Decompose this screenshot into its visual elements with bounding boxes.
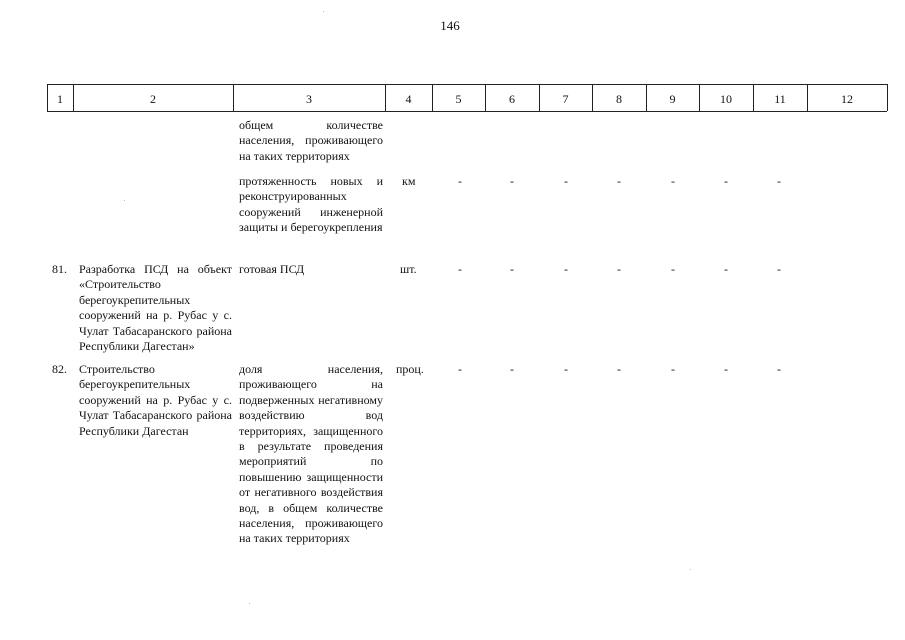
value-cell: - <box>510 262 514 276</box>
name-cell: Разработка ПСД на объект «Строительство берегоукрепительных сооружений на р. Рубас у с. Чулат Табасаранского района Республики Дагестан» <box>79 262 232 354</box>
column-divider <box>887 84 888 111</box>
indicator-cell: общем количестве населения, проживающего на таких территориях <box>239 118 383 163</box>
unit-cell: км <box>402 174 416 188</box>
value-cell: - <box>671 262 675 276</box>
value-cell: - <box>777 262 781 276</box>
value-cell: - <box>458 174 462 188</box>
column-header: 1 <box>57 92 63 106</box>
column-header: 2 <box>150 92 156 106</box>
table-header-bottom-border <box>47 111 887 112</box>
column-header: 11 <box>774 92 786 106</box>
value-cell: - <box>458 262 462 276</box>
row-number: 82. <box>52 362 67 376</box>
value-cell: - <box>777 174 781 188</box>
value-cell: - <box>510 174 514 188</box>
column-header: 4 <box>405 92 412 106</box>
indicator-cell: доля населения, проживающего на подверженных негативному воздействию вод территориях, защищенного в результате проведения мероприятий по повышению защищенности от негативного воздействия вод, в общем количестве населения, проживающего на таких территориях <box>239 362 383 546</box>
value-cell: - <box>510 362 514 376</box>
value-cell: - <box>564 362 568 376</box>
page-number: 146 <box>440 18 460 33</box>
column-header: 5 <box>455 92 462 106</box>
value-cell: - <box>724 262 728 276</box>
indicator-cell: протяженность новых и реконструированных сооружений инженерной защиты и берегоукрепления <box>239 174 383 235</box>
column-header: 3 <box>306 92 312 106</box>
value-cell: - <box>777 362 781 376</box>
value-cell: - <box>671 174 675 188</box>
unit-cell: шт. <box>400 262 417 276</box>
value-cell: - <box>458 362 462 376</box>
value-cell: - <box>617 174 621 188</box>
value-cell: - <box>564 174 568 188</box>
scan-speck <box>323 11 324 12</box>
value-cell: - <box>617 262 621 276</box>
column-header: 6 <box>509 92 515 106</box>
column-header: 7 <box>562 92 569 106</box>
value-cell: - <box>671 362 675 376</box>
scan-speck <box>690 569 691 570</box>
scan-speck <box>124 200 125 201</box>
column-header: 12 <box>841 92 853 106</box>
value-cell: - <box>617 362 621 376</box>
value-cell: - <box>724 174 728 188</box>
table-top-border <box>47 84 887 85</box>
name-cell: Строительство берегоукрепительных сооружений на р. Рубас у с. Чулат Табасаранского района Республики Дагестан <box>79 362 232 438</box>
column-header: 8 <box>616 92 622 106</box>
value-cell: - <box>564 262 568 276</box>
value-cell: - <box>724 362 728 376</box>
column-header: 9 <box>669 92 676 106</box>
column-header: 10 <box>720 92 732 106</box>
indicator-cell: готовая ПСД <box>239 262 305 276</box>
scan-speck <box>249 603 250 604</box>
row-number: 81. <box>52 262 67 276</box>
unit-cell: проц. <box>396 362 424 376</box>
